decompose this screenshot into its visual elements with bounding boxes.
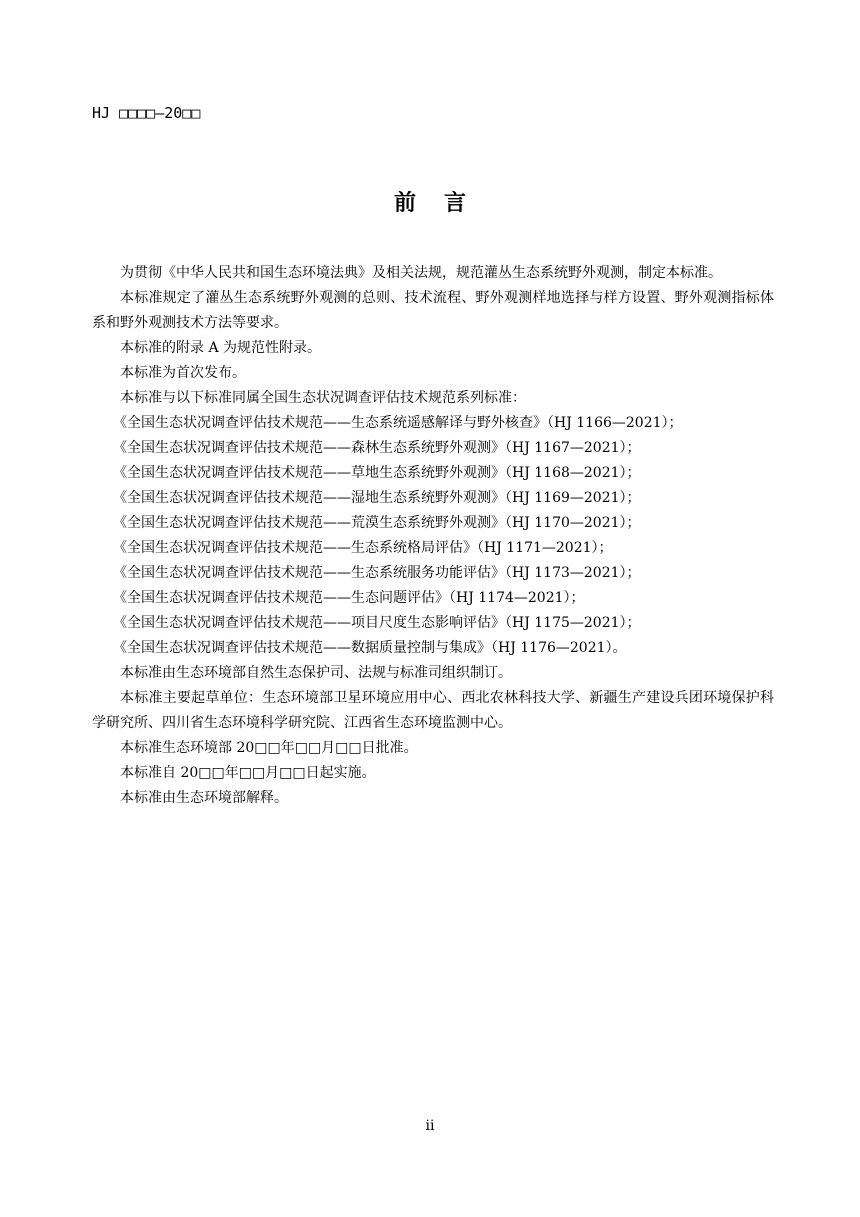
paragraph: 本标准的附录 A 为规范性附录。 [120,340,322,356]
paragraph: 为贯彻《中华人民共和国生态环境法典》及相关法规，规范灌丛生态系统野外观测，制定本标准。 [120,265,722,281]
reference-item: 《全国生态状况调查评估技术规范——生态系统服务功能评估》（HJ 1173—2021）； [113,565,641,581]
paragraph: 本标准为首次发布。 [120,365,246,381]
page-title: 前言 [393,191,494,216]
reference-item: 《全国生态状况调查评估技术规范——湿地生态系统野外观测》（HJ 1169—2021）； [113,490,641,506]
preface-body [92,261,774,811]
paragraph: 本标准与以下标准同属全国生态状况调查评估技术规范系列标准： [120,390,526,406]
paragraph: 本标准主要起草单位：生态环境部卫星环境应用中心、西北农林科技大学、新疆生产建设兵团环境保护科学研究所、四川省生态环境科学研究院、江西省生态环境监测中心。 [92,690,774,731]
reference-item: 《全国生态状况调查评估技术规范——生态问题评估》（HJ 1174—2021）； [113,590,585,606]
reference-item: 《全国生态状况调查评估技术规范——数据质量控制与集成》（HJ 1176—2021）。 [113,640,627,656]
reference-item: 《全国生态状况调查评估技术规范——项目尺度生态影响评估》（HJ 1175—2021）； [113,615,641,631]
paragraph: 本标准自 20□□年□□月□□日起实施。 [120,765,376,781]
paragraph: 本标准规定了灌丛生态系统野外观测的总则、技术流程、野外观测样地选择与样方设置、野外观测指标体系和野外观测技术方法等要求。 [92,290,774,331]
page-number: ii [425,1118,435,1134]
reference-item: 《全国生态状况调查评估技术规范——生态系统格局评估》（HJ 1171—2021）； [113,540,613,556]
reference-item: 《全国生态状况调查评估技术规范——荒漠生态系统野外观测》（HJ 1170—2021）； [113,515,641,531]
paragraph: 本标准生态环境部 20□□年□□月□□日批准。 [120,740,418,756]
standard-code: HJ □□□□—20□□ [92,104,201,122]
paragraph: 本标准由生态环境部自然生态保护司、法规与标准司组织制订。 [120,665,512,681]
paragraph: 本标准由生态环境部解释。 [120,790,288,806]
reference-item: 《全国生态状况调查评估技术规范——生态系统遥感解译与野外核查》（HJ 1166—2021）； [113,415,683,431]
reference-item: 《全国生态状况调查评估技术规范——森林生态系统野外观测》（HJ 1167—2021）； [113,440,641,456]
reference-item: 《全国生态状况调查评估技术规范——草地生态系统野外观测》（HJ 1168—2021）； [113,465,641,481]
